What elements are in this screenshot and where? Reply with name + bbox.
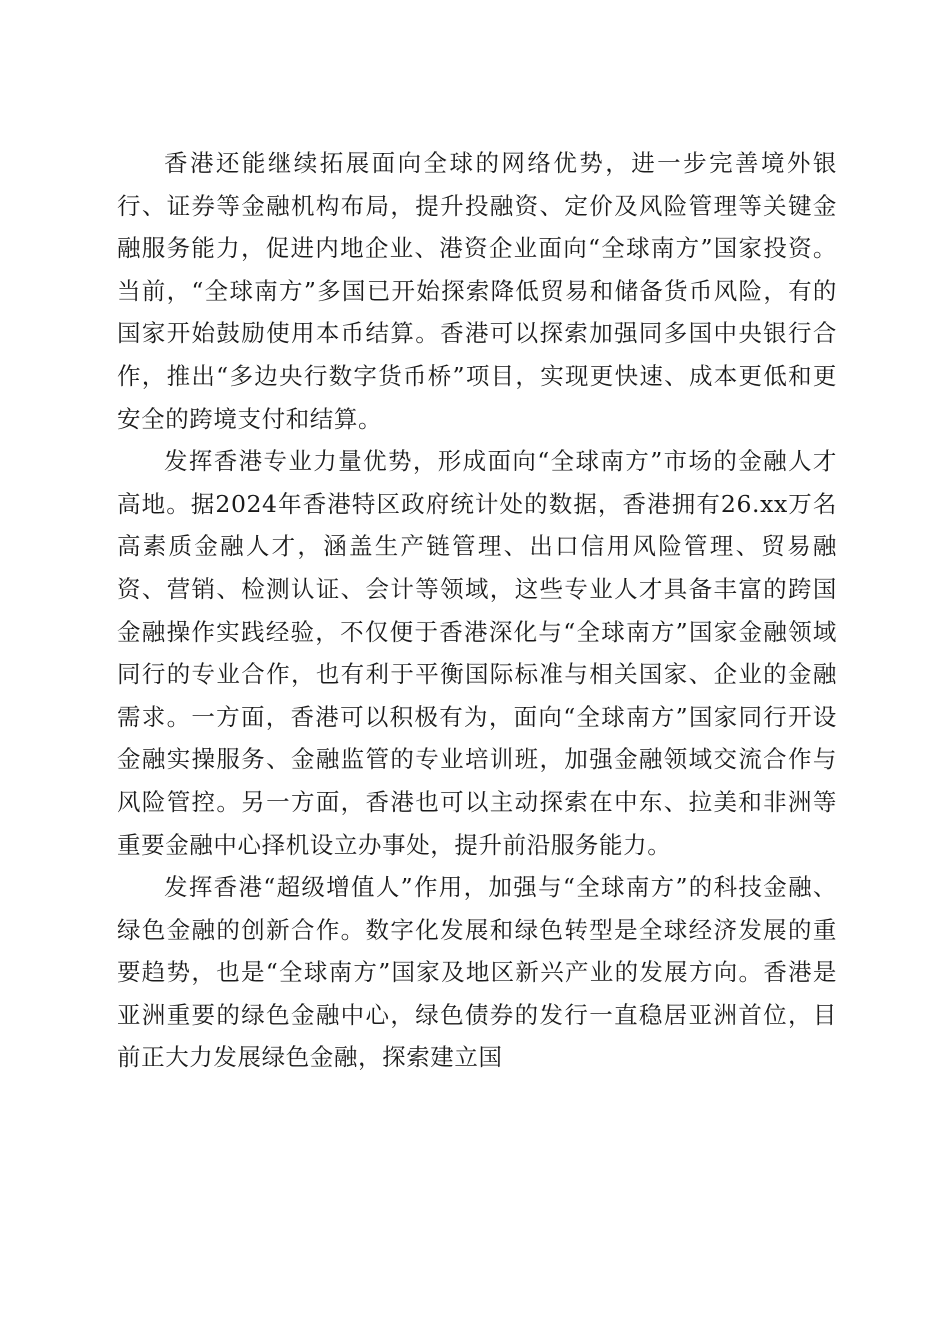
paragraph-fintech-green-finance: 发挥香港“超级增值人”作用，加强与“全球南方”的科技金融、绿色金融的创新合作。数字化发展和绿色转型是全球经济发展的重要趋势，也是“全球南方”国家及地区新兴产业的发展方向。香港是亚洲重要的绿色金融中心，绿色债券的发行一直稳居亚洲首位，目前正大力发展绿色金融，探索建立国 (117, 873, 837, 1072)
document-body (117, 142, 837, 1079)
paragraph-talent-hub: 发挥香港专业力量优势，形成面向“全球南方”市场的金融人才高地。据2024年香港特区政府统计处的数据，香港拥有26.xx万名高素质金融人才，涵盖生产链管理、出口信用风险管理、贸易融资、营销、检测认证、会计等领域，这些专业人才具备丰富的跨国金融操作实践经验，不仅便于香港深化与“全球南方”国家金融领域同行的专业合作，也有利于平衡国际标准与相关国家、企业的金融需求。一方面，香港可以积极有为，面向“全球南方”国家同行开设金融实操服务、金融监管的专业培训班，加强金融领域交流合作与风险管控。另一方面，香港也可以主动探索在中东、拉美和非洲等重要金融中心择机设立办事处，提升前沿服务能力。 (117, 447, 837, 859)
paragraph-overseas-network: 香港还能继续拓展面向全球的网络优势，进一步完善境外银行、证券等金融机构布局，提升投融资、定价及风险管理等关键金融服务能力，促进内地企业、港资企业面向“全球南方”国家投资。当前，“全球南方”多国已开始探索降低贸易和储备货币风险，有的国家开始鼓励使用本币结算。香港可以探索加强同多国中央银行合作，推出“多边央行数字货币桥”项目，实现更快速、成本更低和更安全的跨境支付和结算。 (117, 149, 837, 433)
